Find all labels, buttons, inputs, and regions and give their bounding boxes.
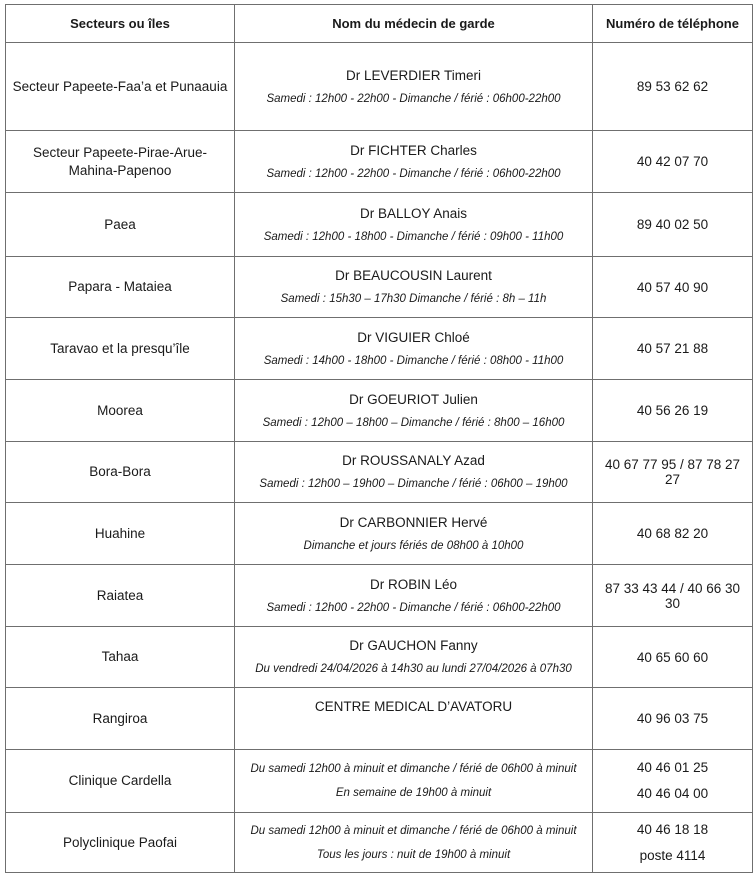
sector-cell: Raiatea — [6, 565, 235, 627]
phone-extension: poste 4114 — [639, 847, 706, 863]
doctor-name: Dr LEVERDIER Timeri — [345, 67, 482, 83]
duty-hours: Samedi : 12h00 – 18h00 – Dimanche / férié : 8h00 – 16h00 — [262, 416, 565, 429]
sector-cell: Moorea — [6, 380, 235, 442]
table-row — [6, 193, 753, 257]
sector-cell: Taravao et la presqu’île — [6, 318, 235, 380]
table-row — [6, 750, 753, 813]
duty-hours: Du samedi 12h00 à minuit et dimanche / férié de 06h00 à minuit — [250, 763, 577, 775]
phone-cell: 40 65 60 60 — [593, 627, 753, 688]
doctor-cell — [235, 380, 593, 442]
doctor-cell — [235, 318, 593, 380]
doctor-cell — [235, 627, 593, 688]
doctor-name: Dr VIGUIER Chloé — [357, 329, 470, 345]
duty-hours-daily: Tous les jours : nuit de 19h00 à minuit — [316, 848, 511, 861]
sector-cell: Papara - Mataiea — [6, 257, 235, 318]
sector-cell: Secteur Papeete-Faa’a et Punaauia — [6, 43, 235, 131]
sector-cell: Paea — [6, 193, 235, 257]
doctor-cell — [235, 43, 593, 131]
doctor-name: CENTRE MEDICAL D’AVATORU — [314, 699, 513, 714]
doctor-name: Dr CARBONNIER Hervé — [339, 514, 488, 530]
table-row — [6, 503, 753, 565]
duty-hours: Samedi : 12h00 - 22h00 - Dimanche / férié : 06h00-22h00 — [266, 167, 561, 180]
doctor-cell — [235, 750, 593, 813]
sector-cell: Rangiroa — [6, 688, 235, 750]
doctor-cell — [235, 193, 593, 257]
duty-hours: Samedi : 12h00 - 18h00 - Dimanche / férié : 09h00 - 11h00 — [263, 230, 564, 243]
doctor-cell — [235, 688, 593, 750]
table-row — [6, 688, 753, 750]
doctor-cell — [235, 565, 593, 627]
doctor-name: Dr ROUSSANALY Azad — [342, 453, 485, 468]
sector-cell: Tahaa — [6, 627, 235, 688]
duty-hours: Samedi : 12h00 - 22h00 - Dimanche / férié : 06h00-22h00 — [266, 601, 561, 614]
phone-cell — [593, 813, 753, 873]
doctor-cell — [235, 813, 593, 873]
duty-hours: Du samedi 12h00 à minuit et dimanche / férié de 06h00 à minuit — [250, 824, 577, 837]
on-call-doctors-table — [5, 4, 753, 873]
phone-cell: 40 96 03 75 — [593, 688, 753, 750]
phone-cell — [593, 750, 753, 813]
phone-cell: 89 40 02 50 — [593, 193, 753, 257]
duty-hours: Samedi : 14h00 - 18h00 - Dimanche / férié : 08h00 - 11h00 — [263, 354, 564, 367]
phone-cell: 40 57 40 90 — [593, 257, 753, 318]
phone-cell: 40 67 77 95 / 87 78 27 27 — [593, 442, 753, 503]
phone-cell: 40 68 82 20 — [593, 503, 753, 565]
phone-cell: 40 42 07 70 — [593, 131, 753, 193]
doctor-name: Dr BEAUCOUSIN Laurent — [335, 268, 492, 283]
duty-hours: Samedi : 12h00 - 22h00 - Dimanche / férié : 06h00-22h00 — [266, 92, 561, 105]
doctor-name: Dr ROBIN Léo — [369, 576, 458, 592]
table-header-row — [6, 5, 753, 43]
phone-cell: 40 57 21 88 — [593, 318, 753, 380]
doctor-name: Dr BALLOY Anais — [359, 205, 468, 221]
header-doctor: Nom du médecin de garde — [235, 5, 593, 43]
doctor-cell — [235, 257, 593, 318]
duty-hours: Samedi : 12h00 – 19h00 – Dimanche / férié : 06h00 – 19h00 — [259, 478, 568, 490]
header-sector: Secteurs ou îles — [6, 5, 235, 43]
duty-hours-weekday: En semaine de 19h00 à minuit — [335, 787, 492, 799]
table-row — [6, 131, 753, 193]
duty-hours: Du vendredi 24/04/2026 à 14h30 au lundi 27/04/2026 à 07h30 — [255, 663, 572, 675]
table-row — [6, 380, 753, 442]
sector-cell: Polyclinique Paofai — [6, 813, 235, 873]
doctor-name: Dr GAUCHON Fanny — [349, 638, 478, 653]
doctor-cell — [235, 442, 593, 503]
doctor-name: Dr FICHTER Charles — [350, 142, 477, 158]
sector-cell: Secteur Papeete-Pirae-Arue-Mahina-Papenoo — [6, 131, 235, 193]
doctor-cell — [235, 503, 593, 565]
table-row — [6, 565, 753, 627]
table-row — [6, 43, 753, 131]
table-row — [6, 627, 753, 688]
table-row — [6, 318, 753, 380]
phone-cell: 89 53 62 62 — [593, 43, 753, 131]
phone-cell: 40 56 26 19 — [593, 380, 753, 442]
phone-number: 40 46 01 25 — [636, 760, 709, 775]
doctor-name: Dr GOEURIOT Julien — [349, 391, 478, 407]
sector-cell: Huahine — [6, 503, 235, 565]
sector-cell: Bora-Bora — [6, 442, 235, 503]
table-row — [6, 442, 753, 503]
header-phone: Numéro de téléphone — [593, 5, 753, 43]
duty-hours: Dimanche et jours fériés de 08h00 à 10h00 — [303, 539, 524, 552]
phone-number: 40 46 18 18 — [636, 821, 709, 837]
sector-cell: Clinique Cardella — [6, 750, 235, 813]
phone-cell: 87 33 43 44 / 40 66 30 30 — [593, 565, 753, 627]
table-row — [6, 257, 753, 318]
phone-number: 40 46 04 00 — [636, 786, 709, 801]
duty-hours: Samedi : 15h30 – 17h30 Dimanche / férié : 8h – 11h — [280, 293, 547, 305]
table-row — [6, 813, 753, 873]
doctor-cell — [235, 131, 593, 193]
